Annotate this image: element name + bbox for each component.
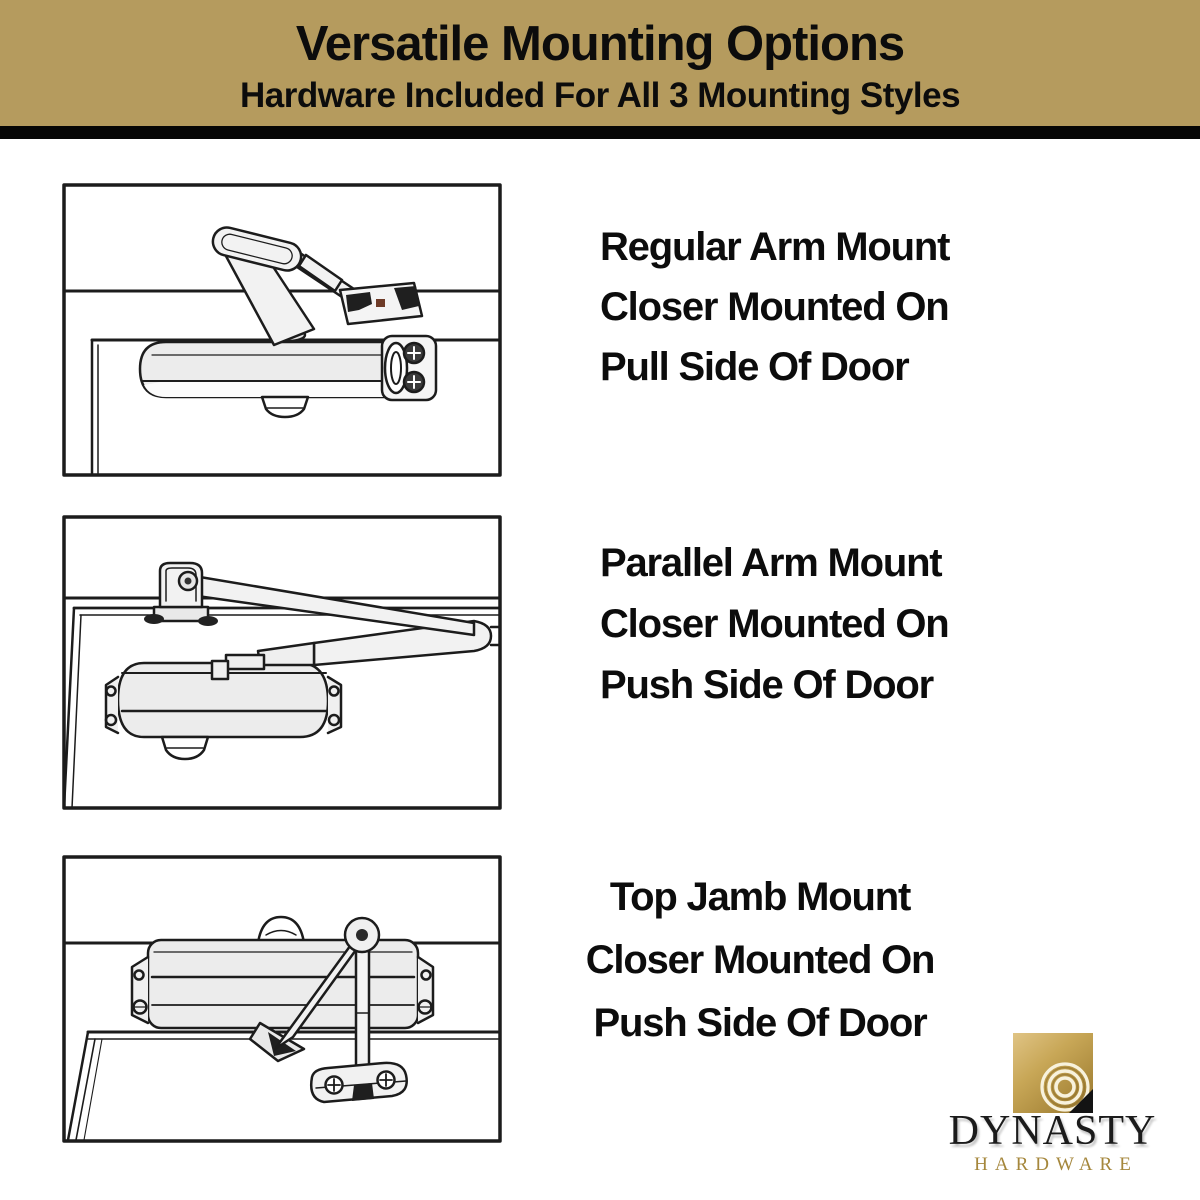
caption-line: Top Jamb Mount [609, 875, 911, 919]
caption-line: Closer Mounted On [600, 285, 949, 329]
header-divider-bar [0, 126, 1200, 139]
page-subtitle: Hardware Included For All 3 Mounting Styles [239, 76, 961, 115]
page-title: Versatile Mounting Options [295, 17, 905, 71]
closer-end-cap [382, 336, 436, 400]
door-foot-bracket [311, 1063, 407, 1102]
top-jamb-mount-diagram [62, 855, 502, 1143]
caption-line: Closer Mounted On [585, 938, 935, 982]
caption-line: Closer Mounted On [600, 602, 949, 646]
caption-regular-arm [600, 217, 949, 397]
caption-line: Push Side Of Door [600, 663, 933, 707]
caption-line: Push Side Of Door [593, 1001, 927, 1045]
regular-arm-mount-diagram [62, 183, 502, 477]
caption-line: Parallel Arm Mount [600, 541, 942, 585]
dynasty-logo-mark [1013, 1033, 1093, 1113]
caption-parallel-arm [600, 533, 949, 716]
header-gold-band [0, 0, 1200, 126]
caption-line: Regular Arm Mount [600, 225, 950, 269]
parallel-arm-mount-diagram [62, 515, 502, 810]
caption-line: Pull Side Of Door [600, 345, 909, 389]
caption-top-jamb [540, 866, 980, 1055]
brand-name: DYNASTY [948, 1108, 1157, 1154]
brand-division: HARDWARE [974, 1154, 1138, 1175]
